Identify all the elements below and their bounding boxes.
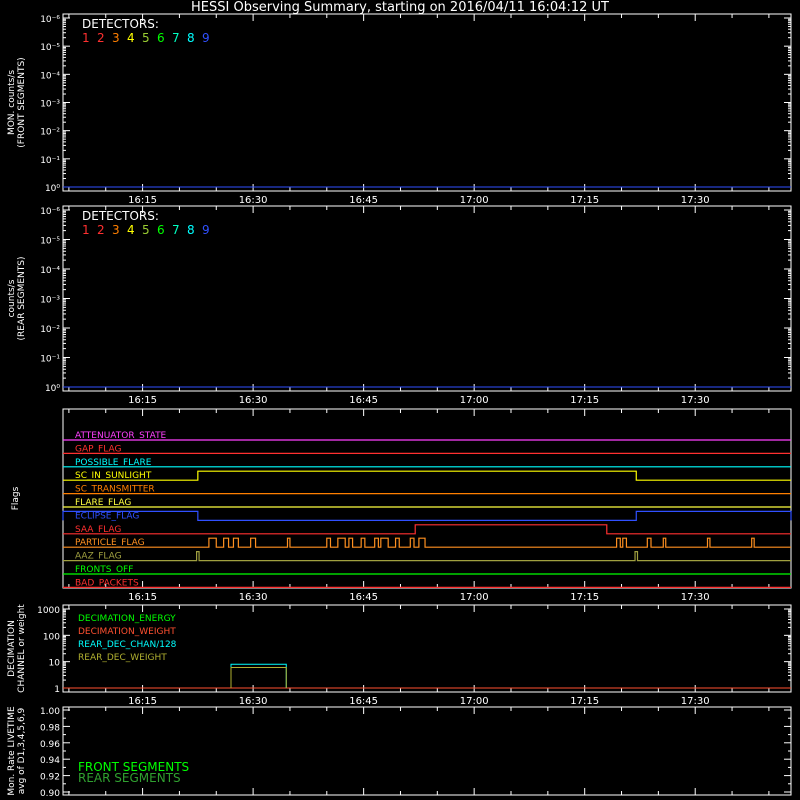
y-tick-label: 10⁻³ [40, 99, 60, 110]
x-tick-label: 16:15 [128, 696, 157, 707]
legend-entry: 1 [82, 223, 90, 237]
y-tick-label: 0.92 [39, 772, 60, 783]
x-tick-label: 16:30 [238, 696, 268, 707]
y-tick-label: 10⁰ [44, 384, 60, 394]
y-tick-label: 10⁻⁴ [40, 266, 60, 276]
flag-line [63, 511, 791, 520]
y-tick-label: 0.96 [39, 739, 60, 750]
legend-entry: 4 [127, 31, 135, 45]
x-tick-label: 17:00 [459, 592, 489, 603]
legend-entry: 8 [187, 223, 195, 237]
legend-entry: FRONT SEGMENTS [78, 760, 190, 774]
y-tick-label: 10⁻¹ [40, 155, 60, 166]
flag-label: ATTENUATOR_STATE [75, 431, 167, 441]
flag-label: BAD_PACKETS [75, 578, 139, 589]
y-tick-label: 1.00 [39, 707, 60, 717]
x-tick-label: 17:30 [680, 195, 710, 206]
legend-title: DETECTORS: [82, 17, 159, 31]
y-tick-label: 10⁰ [44, 184, 60, 194]
legend-entry: 5 [142, 31, 150, 45]
y-axis-label: DECIMATIONCHANNEL or weight [7, 604, 27, 693]
flag-label: SC_IN_SUNLIGHT [75, 471, 152, 482]
legend-title: DETECTORS: [82, 209, 159, 223]
x-tick-label: 17:30 [680, 696, 710, 707]
legend-entry: 2 [97, 31, 105, 45]
flag-label: ECLIPSE_FLAG [75, 511, 140, 522]
x-tick-label: 17:30 [680, 395, 710, 406]
y-tick-label: 10⁻⁵ [40, 236, 60, 247]
x-tick-label: 17:00 [459, 195, 489, 206]
series-line [231, 668, 286, 688]
legend-entry: REAR SEGMENTS [78, 771, 181, 785]
y-axis-label: Flags [11, 486, 21, 511]
y-tick-label: 10 [48, 658, 60, 669]
legend-entry: 9 [202, 223, 210, 237]
legend-entry: REAR_DEC_WEIGHT [78, 653, 167, 663]
y-tick-label: 10⁻⁵ [40, 43, 60, 54]
x-tick-label: 17:15 [570, 395, 600, 406]
x-tick-label: 16:45 [349, 696, 379, 707]
x-tick-label: 16:30 [238, 395, 268, 406]
legend-entry: 3 [112, 31, 120, 45]
x-tick-label: 16:15 [128, 395, 157, 406]
flag-label: SC_TRANSMITTER [75, 484, 155, 495]
y-tick-label: 10⁻⁶ [40, 207, 60, 217]
flag-line [63, 552, 791, 561]
flag-label: POSSIBLE_FLARE [75, 457, 152, 468]
x-tick-label: 16:45 [349, 195, 379, 206]
x-tick-label: 16:30 [238, 195, 268, 206]
legend-entry: DECIMATION_WEIGHT [78, 627, 176, 637]
y-tick-label: 10⁻⁴ [40, 71, 60, 82]
flag-label: SAA_FLAG [75, 524, 122, 535]
y-axis-label: counts/s(REAR SEGMENTS) [7, 256, 27, 341]
flag-line [63, 471, 791, 480]
x-tick-label: 17:15 [570, 195, 600, 206]
legend-entry: 6 [157, 31, 165, 45]
legend-entry: 9 [202, 31, 210, 45]
legend-entry: 4 [127, 223, 135, 237]
legend-entry: 5 [142, 223, 150, 237]
flag-line [63, 538, 791, 547]
flag-line [63, 525, 791, 534]
legend-entry: 2 [97, 223, 105, 237]
flag-label: FRONTS_OFF [75, 565, 134, 575]
x-tick-label: 16:45 [349, 395, 379, 406]
legend-entry: 6 [157, 223, 165, 237]
legend-entry: 7 [172, 223, 180, 237]
y-tick-label: 0.94 [39, 756, 60, 767]
flag-label: AAZ_FLAG [75, 551, 122, 562]
x-tick-label: 17:00 [459, 395, 489, 406]
y-tick-label: 10⁻¹ [40, 354, 60, 365]
legend-entry: 3 [112, 223, 120, 237]
x-tick-label: 16:15 [128, 592, 157, 603]
legend-entry: DECIMATION_ENERGY [78, 614, 176, 624]
flag-label: FLARE_FLAG [75, 498, 132, 508]
x-tick-label: 17:15 [570, 592, 600, 603]
legend-entry: 1 [82, 31, 90, 45]
y-tick-label: 0.98 [39, 723, 60, 734]
x-tick-label: 16:45 [349, 592, 379, 603]
x-tick-label: 17:30 [680, 592, 710, 603]
y-tick-label: 1000 [37, 606, 60, 616]
y-tick-label: 10⁻² [40, 325, 60, 335]
legend-entry: REAR_DEC_CHAN/128 [78, 640, 177, 650]
y-tick-label: 100 [42, 632, 60, 643]
x-tick-label: 16:15 [128, 195, 157, 206]
x-tick-label: 16:30 [238, 592, 268, 603]
legend-entry: 7 [172, 31, 180, 45]
y-tick-label: 0.90 [39, 789, 60, 799]
y-axis-label: Mon. Rate LIVETIMEavg of D1,3,4,5,6,9 [7, 706, 27, 796]
x-tick-label: 17:15 [570, 696, 600, 707]
x-tick-label: 17:00 [459, 696, 489, 707]
flag-label: GAP_FLAG [75, 444, 122, 455]
y-tick-label: 1 [54, 685, 60, 695]
flag-label: PARTICLE_FLAG [75, 538, 145, 549]
chart-title: HESSI Observing Summary, starting on 2016/04/11 16:04:12 UT [191, 0, 609, 15]
legend-entry: 8 [187, 31, 195, 45]
y-tick-label: 10⁻² [40, 127, 60, 138]
y-axis-label: MON. counts/s(FRONT SEGMENTS) [7, 57, 27, 148]
y-tick-label: 10⁻³ [40, 295, 60, 306]
y-tick-label: 10⁻⁶ [40, 15, 60, 25]
